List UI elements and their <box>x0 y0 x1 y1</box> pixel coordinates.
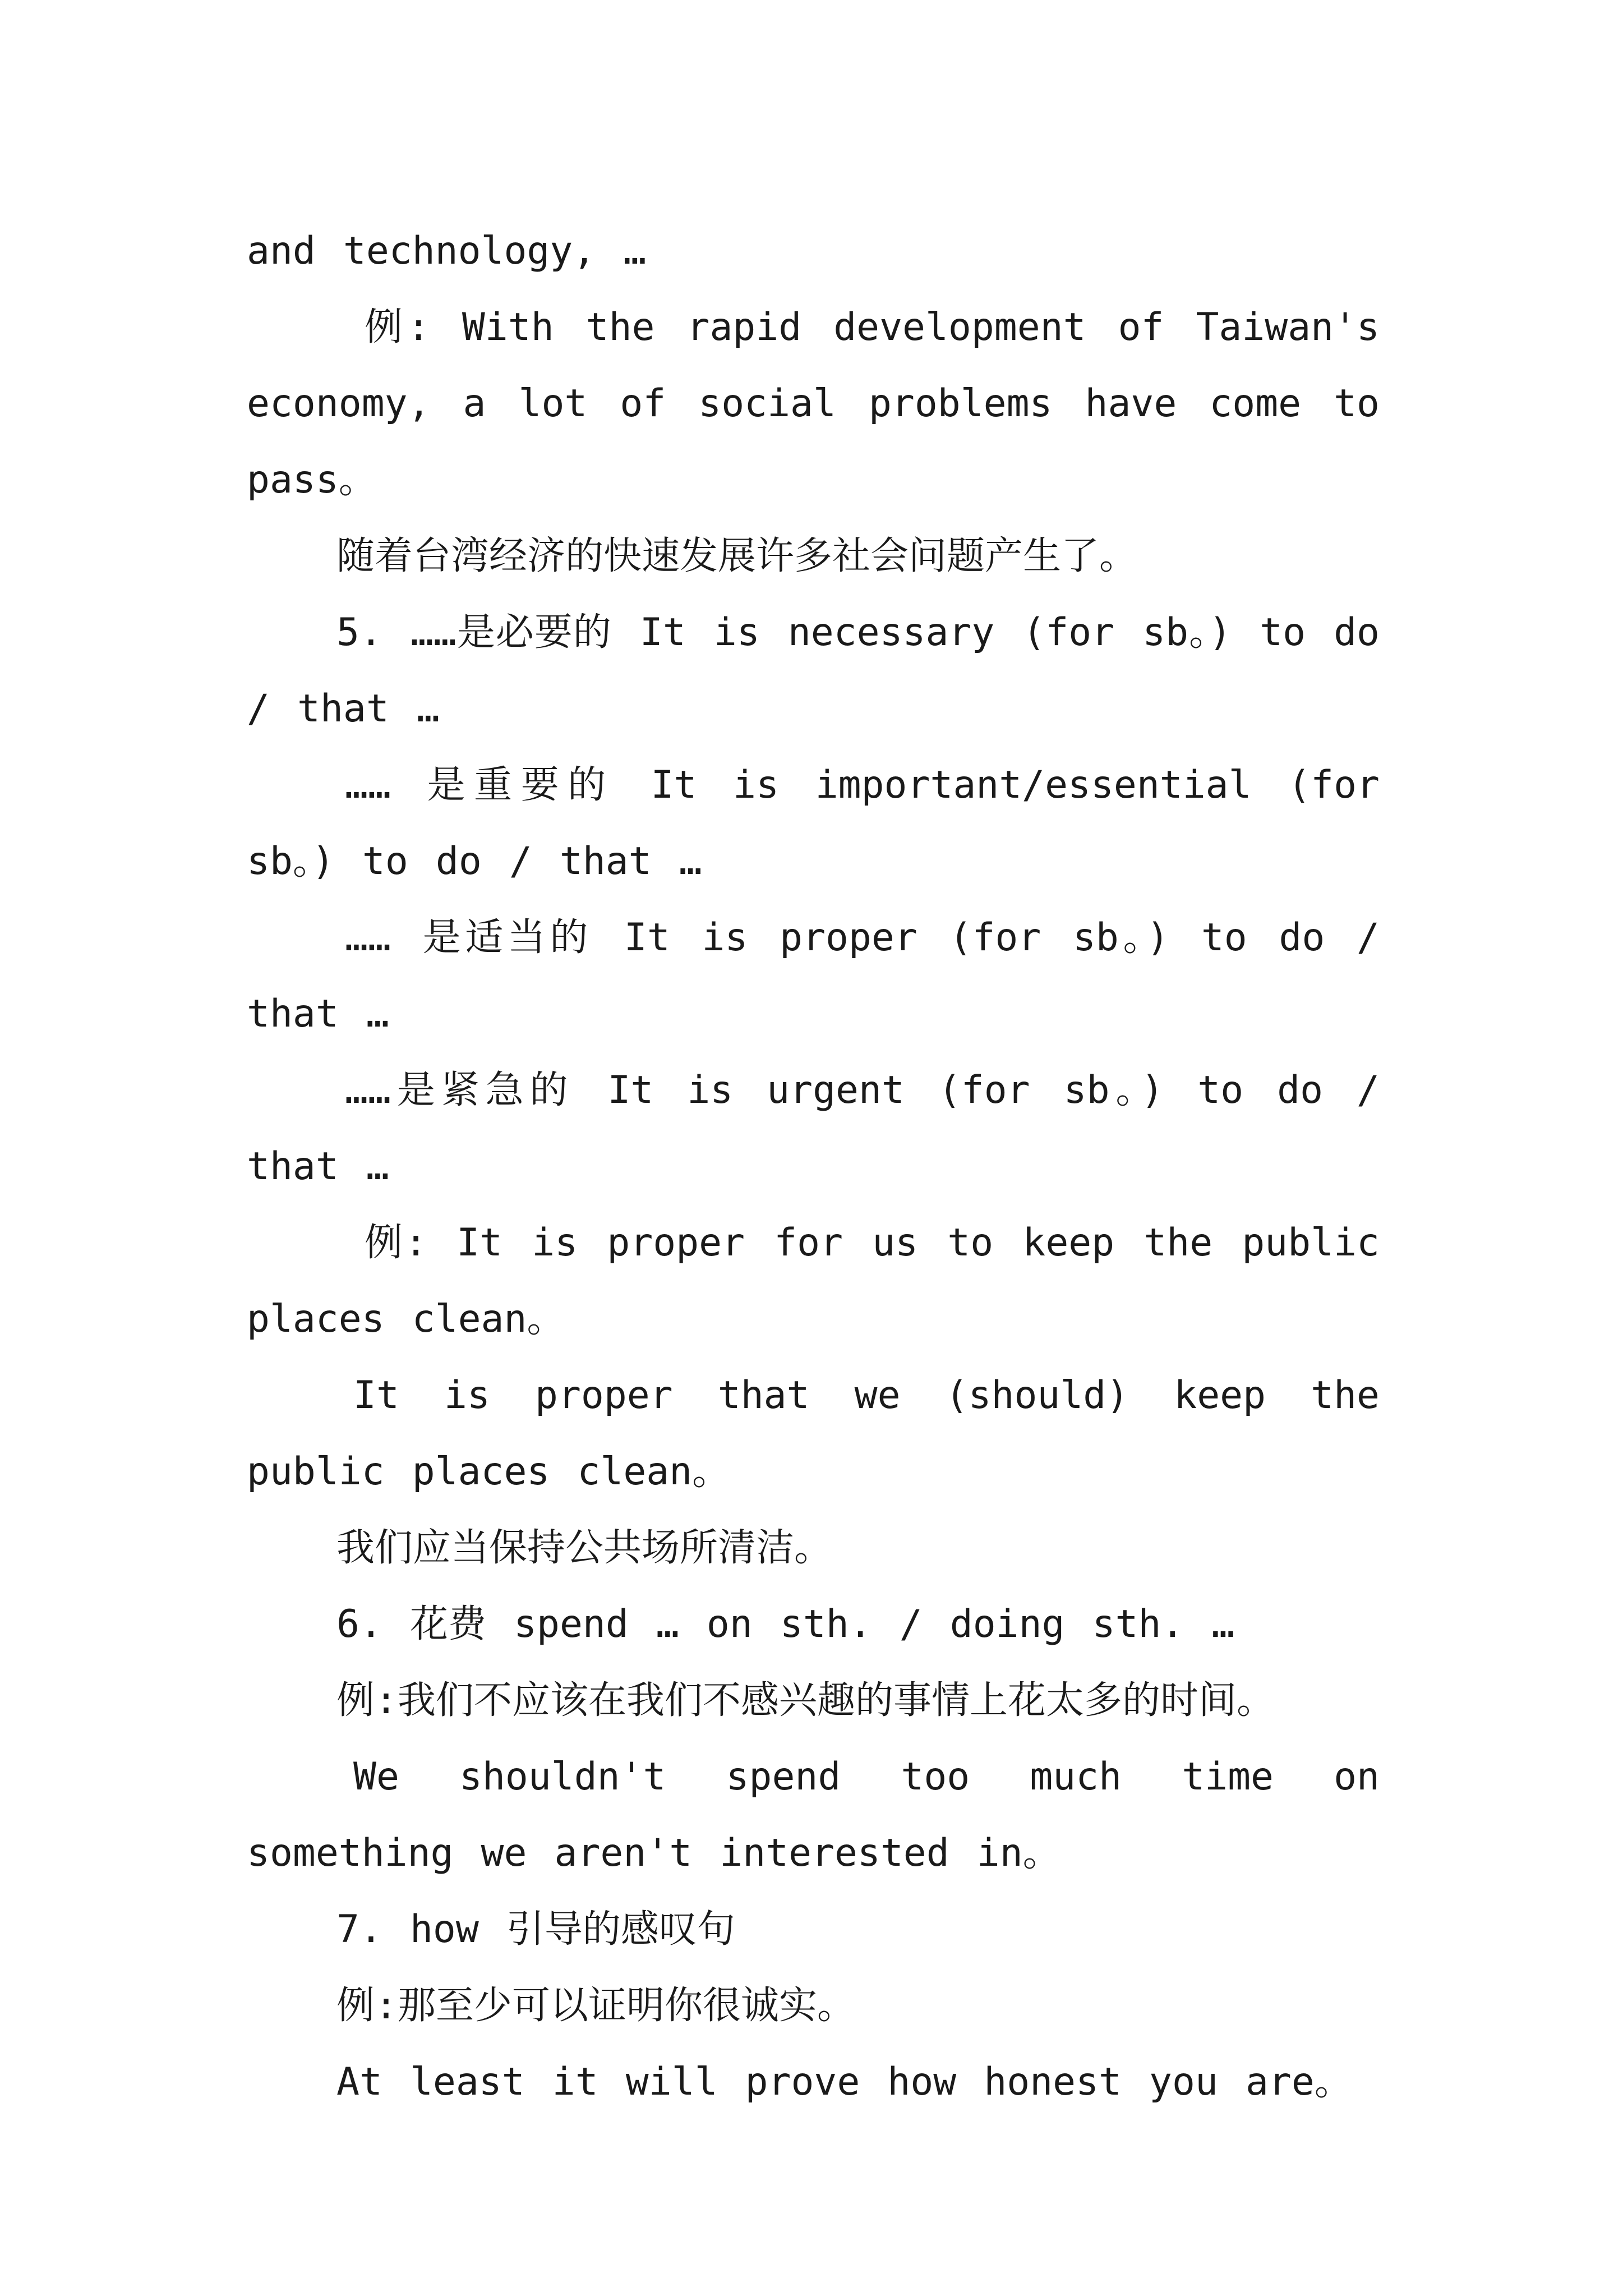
paragraph-important: …… 是重要的 It is important/essential (for sb。) to do / that … <box>247 763 1380 884</box>
paragraph-example-taiwan: 例: With the rapid development of Taiwan's economy, a lot of social problems have come to pass。 <box>247 305 1380 502</box>
paragraph-honest-translation: At least it will prove how honest you are。 <box>336 2060 1353 2104</box>
document-body <box>247 213 1380 2120</box>
paragraph-item-5-necessary: 5. ……是必要的 It is necessary (for sb。) to do / that … <box>247 610 1380 731</box>
paragraph-example-spend: 例:我们不应该在我们不感兴趣的事情上花太多的时间。 <box>336 1678 1275 1723</box>
paragraph-example-honest: 例:那至少可以证明你很诚实。 <box>336 1984 855 2028</box>
paragraph-item-7-how: 7. how 引导的感叹句 <box>336 1907 735 1952</box>
paragraph-proper: …… 是适当的 It is proper (for sb。) to do / that … <box>247 915 1380 1036</box>
paragraph-urgent: ……是紧急的 It is urgent (for sb。) to do / that … <box>247 1068 1380 1189</box>
paragraph-translation-public-places: 我们应当保持公共场所清洁。 <box>336 1526 833 1570</box>
paragraph-proper-that: It is proper that we (should) keep the public places clean。 <box>247 1373 1380 1494</box>
paragraph-example-public-places: 例: It is proper for us to keep the public places clean。 <box>247 1221 1380 1341</box>
paragraph-continuation: and technology, … <box>247 229 647 273</box>
paragraph-spend-translation: We shouldn't spend too much time on something we aren't interested in。 <box>247 1755 1380 1875</box>
paragraph-item-6-spend: 6. 花费 spend … on sth. / doing sth. … <box>336 1602 1235 1646</box>
paragraph-translation-taiwan: 随着台湾经济的快速发展许多社会问题产生了。 <box>336 534 1138 578</box>
